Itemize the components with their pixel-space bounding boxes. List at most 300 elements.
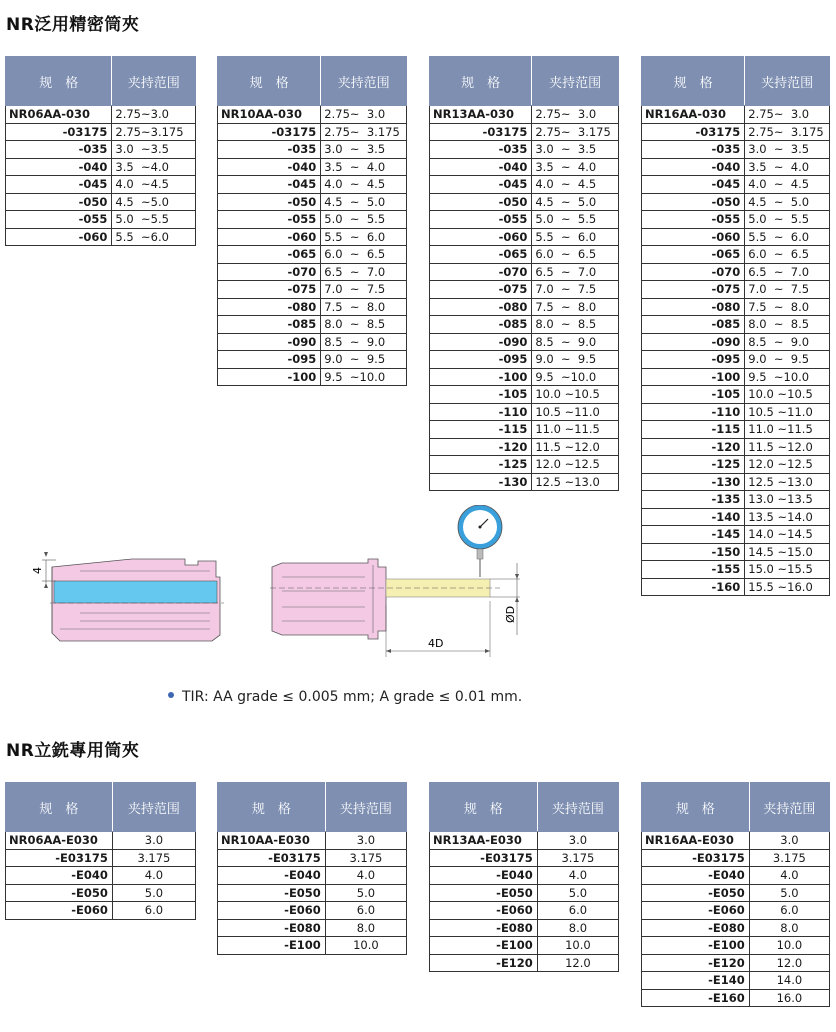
spec-code-cell: -110 — [430, 403, 532, 421]
table-row — [642, 849, 830, 867]
spec-code-cell: -060 — [430, 228, 532, 246]
clamp-range-cell: 8.0 ~ 8.5 — [532, 316, 619, 334]
header-spec: 规 格 — [218, 783, 326, 832]
clamp-range-cell: 5.5 ~ 6.0 — [321, 228, 407, 246]
table-row — [642, 106, 830, 124]
bullet-icon — [168, 692, 174, 698]
endmill-table-nr16 — [641, 782, 830, 1007]
spec-code-cell: -130 — [642, 473, 745, 491]
clamp-range-cell: 5.5 ~ 6.0 — [532, 228, 619, 246]
table-row — [642, 263, 830, 281]
table-row — [6, 832, 196, 850]
header-range: 夹持范围 — [325, 783, 406, 832]
spec-code-cell: -080 — [642, 298, 745, 316]
clamp-range-cell: 16.0 — [749, 989, 829, 1007]
spec-code-cell: -E040 — [6, 867, 113, 885]
clamp-range-cell: 4.0 ~4.5 — [112, 176, 196, 194]
clamp-range-cell: 14.0 ~14.5 — [745, 526, 830, 544]
spec-code-cell: -075 — [430, 281, 532, 299]
spec-code-cell: -03175 — [6, 123, 112, 141]
clamp-range-cell: 9.5 ~10.0 — [321, 368, 407, 386]
table-row — [430, 902, 619, 920]
table-row — [6, 176, 196, 194]
clamp-range-cell: 5.0 ~ 5.5 — [745, 211, 830, 229]
table-row — [430, 867, 619, 885]
header-spec: 规 格 — [642, 57, 745, 106]
clamp-range-cell: 15.5 ~16.0 — [745, 578, 830, 596]
spec-code-cell: -E080 — [218, 919, 326, 937]
spec-code-cell: NR13AA-030 — [430, 106, 532, 124]
dim-phiD-label: ØD — [504, 605, 517, 623]
spec-code-cell: -095 — [430, 351, 532, 369]
spec-table-nr06 — [5, 56, 196, 246]
clamp-range-cell: 8.5 ~ 9.0 — [532, 333, 619, 351]
header-range: 夹持范围 — [532, 57, 619, 106]
table-row — [430, 473, 619, 491]
table-row — [430, 438, 619, 456]
clamp-range-cell: 8.0 ~ 8.5 — [745, 316, 830, 334]
table-row — [430, 246, 619, 264]
spec-code-cell: -145 — [642, 526, 745, 544]
clamp-range-cell: 11.0 ~11.5 — [532, 421, 619, 439]
spec-code-cell: -E160 — [642, 989, 750, 1007]
clamp-range-cell: 5.0 ~ 5.5 — [321, 211, 407, 229]
spec-code-cell: -065 — [642, 246, 745, 264]
table-row — [218, 176, 407, 194]
header-spec: 规 格 — [642, 783, 750, 832]
spec-code-cell: -090 — [218, 333, 321, 351]
table-row — [430, 263, 619, 281]
spec-code-cell: -090 — [430, 333, 532, 351]
clamp-range-cell: 6.5 ~ 7.0 — [532, 263, 619, 281]
clamp-range-cell: 6.0 ~ 6.5 — [532, 246, 619, 264]
spec-code-cell: -055 — [6, 211, 112, 229]
clamp-range-cell: 6.5 ~ 7.0 — [745, 263, 830, 281]
table-row — [218, 106, 407, 124]
table-row — [218, 228, 407, 246]
clamp-range-cell: 3.175 — [749, 849, 829, 867]
spec-code-cell: -E03175 — [642, 849, 750, 867]
clamp-range-cell: 7.0 ~ 7.5 — [532, 281, 619, 299]
clamp-range-cell: 7.5 ~ 8.0 — [532, 298, 619, 316]
table-row — [642, 832, 830, 850]
spec-code-cell: -03175 — [218, 123, 321, 141]
clamp-range-cell: 10.0 — [749, 937, 829, 955]
clamp-range-cell: 2.75~ 3.175 — [532, 123, 619, 141]
spec-code-cell: -055 — [642, 211, 745, 229]
clamp-range-cell: 3.0 ~ 3.5 — [321, 141, 407, 159]
spec-code-cell: -140 — [642, 508, 745, 526]
table-row — [642, 333, 830, 351]
spec-code-cell: -E040 — [218, 867, 326, 885]
table-row — [430, 176, 619, 194]
table-row — [430, 937, 619, 955]
spec-code-cell: -035 — [218, 141, 321, 159]
spec-code-cell: NR10AA-E030 — [218, 832, 326, 850]
header-range: 夹持范围 — [745, 57, 830, 106]
table-row — [642, 473, 830, 491]
table-row — [642, 211, 830, 229]
clamp-range-cell: 6.0 — [112, 902, 195, 920]
table-row — [218, 351, 407, 369]
spec-code-cell: -085 — [218, 316, 321, 334]
spec-code-cell: -130 — [430, 473, 532, 491]
table-row — [642, 351, 830, 369]
table-row — [6, 902, 196, 920]
table-row — [642, 403, 830, 421]
table-row — [6, 211, 196, 229]
spec-code-cell: -135 — [642, 491, 745, 509]
spec-code-cell: -050 — [430, 193, 532, 211]
clamp-range-cell: 3.0 — [112, 832, 195, 850]
spec-code-cell: -080 — [430, 298, 532, 316]
spec-code-cell: -035 — [642, 141, 745, 159]
spec-code-cell: -045 — [6, 176, 112, 194]
spec-code-cell: -125 — [642, 456, 745, 474]
clamp-range-cell: 5.0 — [749, 884, 829, 902]
table-row — [642, 298, 830, 316]
clamp-range-cell: 4.0 ~ 4.5 — [321, 176, 407, 194]
table-row — [642, 368, 830, 386]
clamp-range-cell: 5.0 — [112, 884, 195, 902]
clamp-range-cell: 10.5 ~11.0 — [532, 403, 619, 421]
spec-code-cell: -040 — [218, 158, 321, 176]
spec-code-cell: -110 — [642, 403, 745, 421]
table-row — [430, 403, 619, 421]
table-row — [218, 832, 407, 850]
table-row — [218, 263, 407, 281]
clamp-range-cell: 8.0 — [749, 919, 829, 937]
clamp-range-cell: 12.0 — [537, 954, 618, 972]
table-row — [430, 193, 619, 211]
spec-code-cell: -E140 — [642, 972, 750, 990]
table-row — [642, 954, 830, 972]
table-row — [430, 456, 619, 474]
spec-code-cell: -050 — [642, 193, 745, 211]
spec-code-cell: -060 — [6, 228, 112, 246]
table-row — [6, 123, 196, 141]
clamp-range-cell: 3.0 — [537, 832, 618, 850]
table-row — [642, 491, 830, 509]
table-row — [6, 884, 196, 902]
table-row — [218, 211, 407, 229]
clamp-range-cell: 3.175 — [537, 849, 618, 867]
table-row — [218, 246, 407, 264]
table-row — [642, 141, 830, 159]
spec-code-cell: NR16AA-030 — [642, 106, 745, 124]
table-row — [430, 228, 619, 246]
clamp-range-cell: 2.75~ 3.0 — [532, 106, 619, 124]
table-row — [218, 158, 407, 176]
table-row — [642, 561, 830, 579]
spec-code-cell: -075 — [642, 281, 745, 299]
spec-code-cell: -100 — [218, 368, 321, 386]
spec-code-cell: -045 — [218, 176, 321, 194]
clamp-range-cell: 12.0 ~12.5 — [532, 456, 619, 474]
table-row — [642, 386, 830, 404]
clamp-range-cell: 3.0 ~3.5 — [112, 141, 196, 159]
dim-4-label: 4 — [31, 567, 44, 574]
section2-title: NR立銑專用筒夾 — [6, 741, 140, 761]
clamp-range-cell: 9.5 ~10.0 — [532, 368, 619, 386]
clamp-range-cell: 12.5 ~13.0 — [532, 473, 619, 491]
table-row — [430, 211, 619, 229]
spec-code-cell: -155 — [642, 561, 745, 579]
spec-code-cell: -075 — [218, 281, 321, 299]
table-row — [218, 368, 407, 386]
clamp-range-cell: 11.0 ~11.5 — [745, 421, 830, 439]
clamp-range-cell: 10.0 — [325, 937, 406, 955]
header-range: 夹持范围 — [537, 783, 618, 832]
spec-code-cell: -E120 — [642, 954, 750, 972]
spec-code-cell: NR13AA-E030 — [430, 832, 538, 850]
table-row — [642, 316, 830, 334]
table-row — [642, 176, 830, 194]
table-row — [642, 884, 830, 902]
clamp-range-cell: 6.0 ~ 6.5 — [745, 246, 830, 264]
table-row — [642, 937, 830, 955]
clamp-range-cell: 4.5 ~ 5.0 — [745, 193, 830, 211]
spec-code-cell: -080 — [218, 298, 321, 316]
clamp-range-cell: 9.0 ~ 9.5 — [532, 351, 619, 369]
header-range: 夹持范围 — [749, 783, 829, 832]
spec-code-cell: -105 — [642, 386, 745, 404]
clamp-range-cell: 3.5 ~ 4.0 — [532, 158, 619, 176]
clamp-range-cell: 9.5 ~10.0 — [745, 368, 830, 386]
collet-section-view — [31, 552, 224, 641]
clamp-range-cell: 14.5 ~15.0 — [745, 543, 830, 561]
spec-code-cell: -E040 — [642, 867, 750, 885]
spec-code-cell: -095 — [642, 351, 745, 369]
spec-code-cell: -050 — [218, 193, 321, 211]
spec-code-cell: -085 — [430, 316, 532, 334]
table-row — [642, 989, 830, 1007]
clamp-range-cell: 10.0 — [537, 937, 618, 955]
table-row — [642, 281, 830, 299]
spec-code-cell: -070 — [430, 263, 532, 281]
clamp-range-cell: 5.5 ~ 6.0 — [745, 228, 830, 246]
spec-code-cell: -060 — [218, 228, 321, 246]
spec-code-cell: -150 — [642, 543, 745, 561]
table-row — [642, 228, 830, 246]
clamp-range-cell: 7.0 ~ 7.5 — [745, 281, 830, 299]
spec-code-cell: -E100 — [430, 937, 538, 955]
spec-code-cell: -E050 — [430, 884, 538, 902]
spec-table-nr10 — [217, 56, 407, 386]
clamp-range-cell: 13.5 ~14.0 — [745, 508, 830, 526]
table-row — [218, 316, 407, 334]
clamp-range-cell: 10.0 ~10.5 — [745, 386, 830, 404]
spec-code-cell: -115 — [642, 421, 745, 439]
clamp-range-cell: 4.0 ~ 4.5 — [532, 176, 619, 194]
spec-code-cell: -E050 — [642, 884, 750, 902]
spec-code-cell: -E03175 — [6, 849, 113, 867]
spec-code-cell: -E080 — [642, 919, 750, 937]
clamp-range-cell: 4.5 ~ 5.0 — [321, 193, 407, 211]
table-row — [642, 246, 830, 264]
table-row — [642, 158, 830, 176]
table-row — [430, 298, 619, 316]
spec-code-cell: -040 — [430, 158, 532, 176]
spec-code-cell: -065 — [430, 246, 532, 264]
clamp-range-cell: 5.0 ~5.5 — [112, 211, 196, 229]
clamp-range-cell: 6.0 — [325, 902, 406, 920]
spec-code-cell: -E100 — [642, 937, 750, 955]
spec-table-nr13 — [429, 56, 619, 491]
clamp-range-cell: 3.0 — [325, 832, 406, 850]
spec-code-cell: -E120 — [430, 954, 538, 972]
clamp-range-cell: 6.5 ~ 7.0 — [321, 263, 407, 281]
header-spec: 规 格 — [6, 57, 112, 106]
table-row — [218, 919, 407, 937]
clamp-range-cell: 3.0 — [749, 832, 829, 850]
clamp-range-cell: 13.0 ~13.5 — [745, 491, 830, 509]
spec-code-cell: -055 — [430, 211, 532, 229]
table-row — [430, 421, 619, 439]
tir-note — [168, 689, 522, 705]
spec-code-cell: NR16AA-E030 — [642, 832, 750, 850]
collet-tir-view — [270, 505, 520, 657]
spec-code-cell: -105 — [430, 386, 532, 404]
clamp-range-cell: 5.0 — [537, 884, 618, 902]
spec-code-cell: -115 — [430, 421, 532, 439]
spec-code-cell: NR06AA-E030 — [6, 832, 113, 850]
clamp-range-cell: 6.0 ~ 6.5 — [321, 246, 407, 264]
clamp-range-cell: 11.5 ~12.0 — [745, 438, 830, 456]
table-row — [430, 368, 619, 386]
table-row — [430, 386, 619, 404]
spec-code-cell: -035 — [430, 141, 532, 159]
header-spec: 规 格 — [430, 57, 532, 106]
table-row — [430, 158, 619, 176]
spec-table-nr16 — [641, 56, 830, 596]
clamp-range-cell: 3.5 ~ 4.0 — [321, 158, 407, 176]
spec-code-cell: -E080 — [430, 919, 538, 937]
table-row — [6, 141, 196, 159]
spec-code-cell: -120 — [430, 438, 532, 456]
spec-code-cell: -070 — [642, 263, 745, 281]
clamp-range-cell: 4.5 ~ 5.0 — [532, 193, 619, 211]
spec-code-cell: -125 — [430, 456, 532, 474]
spec-code-cell: -060 — [642, 228, 745, 246]
table-row — [642, 902, 830, 920]
table-row — [642, 972, 830, 990]
clamp-range-cell: 4.0 — [112, 867, 195, 885]
clamp-range-cell: 7.5 ~ 8.0 — [745, 298, 830, 316]
table-row — [6, 867, 196, 885]
spec-code-cell: -E100 — [218, 937, 326, 955]
table-row — [218, 902, 407, 920]
table-row — [642, 456, 830, 474]
table-row — [430, 106, 619, 124]
spec-code-cell: -160 — [642, 578, 745, 596]
section1-title: NR泛用精密筒夾 — [6, 15, 140, 35]
clamp-range-cell: 8.0 — [325, 919, 406, 937]
endmill-table-nr06 — [5, 782, 196, 920]
clamp-range-cell: 2.75~ 3.0 — [321, 106, 407, 124]
spec-code-cell: NR06AA-030 — [6, 106, 112, 124]
clamp-range-cell: 8.5 ~ 9.0 — [321, 333, 407, 351]
table-row — [430, 849, 619, 867]
table-row — [430, 884, 619, 902]
spec-code-cell: -085 — [642, 316, 745, 334]
table-row — [218, 123, 407, 141]
spec-code-cell: -120 — [642, 438, 745, 456]
clamp-range-cell: 5.0 — [325, 884, 406, 902]
spec-code-cell: -050 — [6, 193, 112, 211]
clamp-range-cell: 8.0 — [537, 919, 618, 937]
table-row — [642, 578, 830, 596]
table-row — [642, 193, 830, 211]
clamp-range-cell: 12.0 — [749, 954, 829, 972]
table-row — [218, 333, 407, 351]
table-row — [430, 333, 619, 351]
spec-code-cell: -090 — [642, 333, 745, 351]
table-row — [430, 141, 619, 159]
spec-code-cell: -045 — [430, 176, 532, 194]
table-row — [6, 193, 196, 211]
spec-code-cell: -E060 — [430, 902, 538, 920]
clamp-range-cell: 9.0 ~ 9.5 — [321, 351, 407, 369]
table-row — [430, 123, 619, 141]
table-row — [218, 884, 407, 902]
table-row — [642, 543, 830, 561]
clamp-range-cell: 4.0 — [749, 867, 829, 885]
clamp-range-cell: 8.5 ~ 9.0 — [745, 333, 830, 351]
spec-code-cell: -E060 — [6, 902, 113, 920]
clamp-range-cell: 2.75~ 3.0 — [745, 106, 830, 124]
table-row — [218, 298, 407, 316]
header-spec: 规 格 — [218, 57, 321, 106]
table-row — [218, 193, 407, 211]
clamp-range-cell: 15.0 ~15.5 — [745, 561, 830, 579]
clamp-range-cell: 5.5 ~6.0 — [112, 228, 196, 246]
table-row — [6, 849, 196, 867]
table-row — [6, 228, 196, 246]
clamp-range-cell: 3.0 ~ 3.5 — [745, 141, 830, 159]
spec-code-cell: -E050 — [218, 884, 326, 902]
spec-code-cell: -100 — [430, 368, 532, 386]
clamp-range-cell: 12.0 ~12.5 — [745, 456, 830, 474]
table-row — [430, 954, 619, 972]
spec-code-cell: -100 — [642, 368, 745, 386]
spec-code-cell: -045 — [642, 176, 745, 194]
spec-code-cell: -E050 — [6, 884, 113, 902]
clamp-range-cell: 12.5 ~13.0 — [745, 473, 830, 491]
spec-code-cell: -E060 — [642, 902, 750, 920]
dim-4D-label: 4D — [428, 637, 444, 650]
table-row — [642, 508, 830, 526]
clamp-range-cell: 9.0 ~ 9.5 — [745, 351, 830, 369]
collet-diagram — [20, 505, 540, 665]
clamp-range-cell: 3.0 ~ 3.5 — [532, 141, 619, 159]
clamp-range-cell: 2.75~3.0 — [112, 106, 196, 124]
clamp-range-cell: 3.175 — [325, 849, 406, 867]
spec-code-cell: -065 — [218, 246, 321, 264]
table-row — [218, 141, 407, 159]
spec-code-cell: -03175 — [642, 123, 745, 141]
clamp-range-cell: 2.75~3.175 — [112, 123, 196, 141]
spec-code-cell: -095 — [218, 351, 321, 369]
endmill-table-nr13 — [429, 782, 619, 972]
table-row — [430, 281, 619, 299]
header-range: 夹持范围 — [112, 57, 196, 106]
endmill-table-nr10 — [217, 782, 407, 955]
table-row — [642, 438, 830, 456]
table-row — [6, 106, 196, 124]
clamp-range-cell: 4.0 — [537, 867, 618, 885]
header-range: 夹持范围 — [112, 783, 195, 832]
